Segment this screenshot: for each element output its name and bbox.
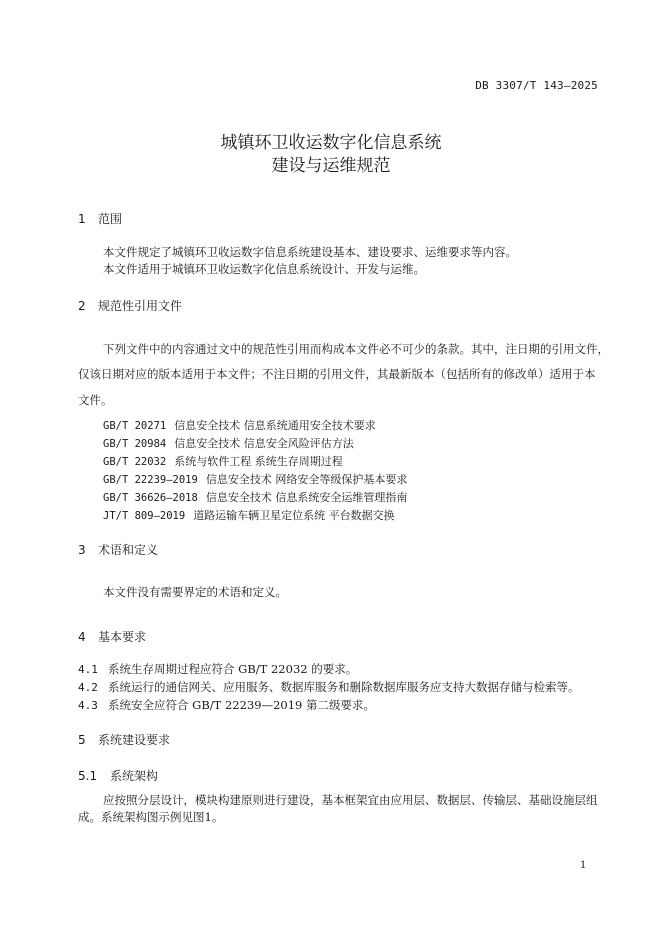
section-3-heading	[78, 541, 158, 558]
reference-code: JT/T 809—2019	[103, 510, 186, 522]
section-2-paragraph-line-2: 仅该日期对应的版本适用于本文件；不注日期的引用文件，其最新版本（包括所有的修改单）适用于本	[78, 367, 596, 381]
reference-title: 道路运输车辆卫星定位系统 平台数据交换	[193, 509, 395, 522]
standard-code: DB 3307/T 143—2025	[475, 79, 598, 92]
section-title: 范围	[98, 212, 123, 226]
section-title: 系统建设要求	[98, 733, 171, 747]
section-number: 5	[78, 733, 86, 747]
section-1-paragraph-2: 本文件适用于城镇环卫收运数字化信息系统设计、开发与运维。	[103, 262, 425, 276]
clause-item	[78, 697, 375, 713]
clause-number: 4.3	[78, 699, 98, 712]
clause-text: 系统运行的通信网关、应用服务、数据库服务和删除数据库服务应支持大数据存储与检索等。	[108, 680, 580, 694]
section-title: 基本要求	[98, 630, 147, 644]
subsection-5-1-paragraph-line-1: 应按照分层设计，模块构建原则进行建设，基本框架宜由应用层、数据层、传输层、基础设施层组	[103, 793, 598, 807]
reference-code: GB/T 22239—2019	[103, 474, 198, 486]
reference-code: GB/T 22032	[103, 456, 167, 468]
section-number: 2	[78, 299, 86, 313]
page-number: 1	[580, 860, 587, 871]
document-title-line1: 城镇环卫收运数字化信息系统	[220, 133, 442, 153]
reference-code: GB/T 20271	[103, 420, 167, 432]
section-title: 规范性引用文件	[98, 299, 183, 313]
section-2-heading	[78, 297, 182, 314]
clause-item	[78, 661, 357, 677]
section-5-heading	[78, 731, 170, 748]
clause-item	[78, 679, 580, 695]
subsection-5-1-heading	[78, 767, 158, 784]
reference-title: 信息安全技术 信息系统安全运维管理指南	[205, 491, 408, 504]
reference-code: GB/T 20984	[103, 438, 167, 450]
reference-title: 系统与软件工程 系统生存周期过程	[174, 455, 343, 468]
reference-item	[103, 489, 407, 505]
section-3-paragraph: 本文件没有需要界定的术语和定义。	[103, 585, 287, 599]
reference-title: 信息安全技术 信息安全风险评估方法	[174, 437, 354, 450]
reference-item	[103, 453, 343, 469]
clause-number: 4.1	[78, 663, 98, 676]
subsection-title: 系统架构	[110, 769, 159, 783]
document-title-line2: 建设与运维规范	[271, 156, 391, 176]
reference-title: 信息安全技术 网络安全等级保护基本要求	[205, 473, 408, 486]
reference-title: 信息安全技术 信息系统通用安全技术要求	[174, 419, 376, 432]
section-2-paragraph-line-3: 文件。	[78, 393, 113, 407]
reference-item	[103, 435, 354, 451]
section-title: 术语和定义	[98, 543, 159, 557]
section-number: 1	[78, 212, 86, 226]
reference-code: GB/T 36626—2018	[103, 492, 198, 504]
section-2-paragraph-line-1: 下列文件中的内容通过文中的规范性引用而构成本文件必不可少的条款。其中，注日期的引用文件，	[103, 342, 609, 356]
section-1-heading	[78, 210, 122, 227]
subsection-5-1-paragraph-line-2: 成。系统架构图示例见图1。	[78, 810, 224, 824]
subsection-number: 5.1	[78, 769, 98, 783]
section-1-paragraph-1: 本文件规定了城镇环卫收运数字信息系统建设基本、建设要求、运维要求等内容。	[103, 245, 517, 259]
reference-item	[103, 471, 407, 487]
section-4-heading	[78, 628, 146, 645]
reference-item	[103, 507, 395, 523]
section-number: 4	[78, 630, 86, 644]
clause-text: 系统生存周期过程应符合 GB/T 22032 的要求。	[108, 662, 358, 676]
section-number: 3	[78, 543, 86, 557]
reference-item	[103, 417, 376, 433]
clause-number: 4.2	[78, 681, 98, 694]
clause-text: 系统安全应符合 GB/T 22239—2019 第二级要求。	[108, 698, 375, 712]
